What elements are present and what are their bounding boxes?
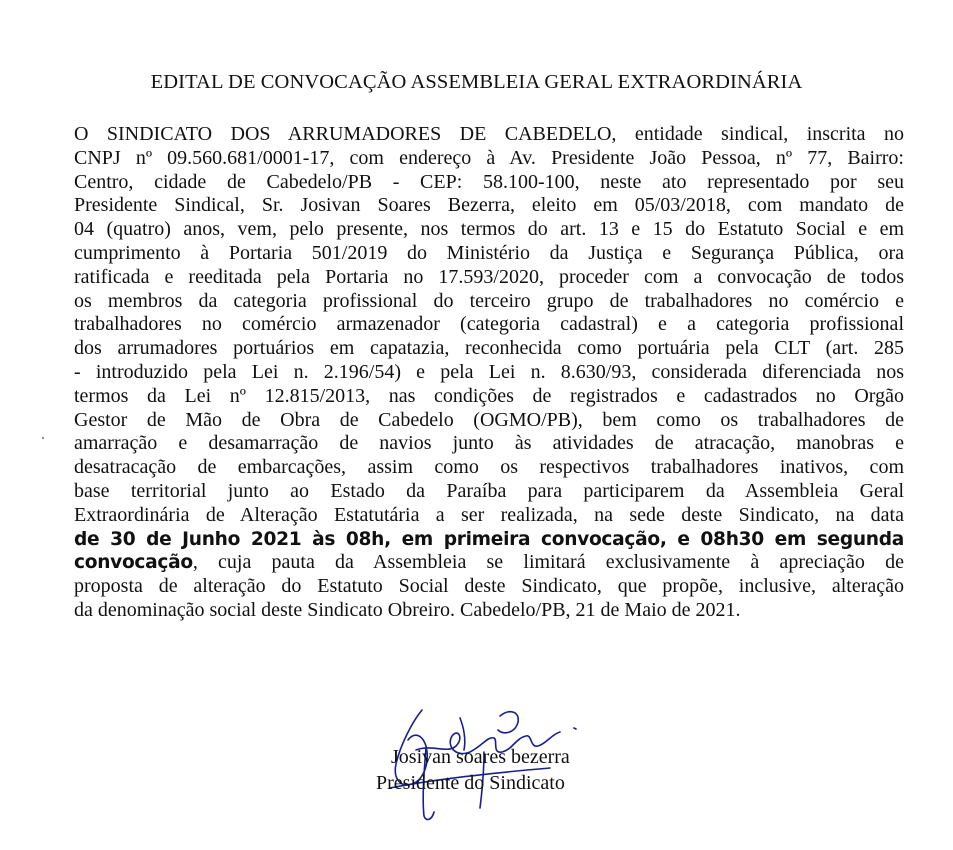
body-line-1: O SINDICATO DOS ARRUMADORES DE CABEDELO, entidade sindical, inscrita no [74, 123, 904, 145]
body-line-11: - introduzido pela Lei n. 2.196/54) e pela Lei n. 8.630/93, considerada diferenciada nos [74, 360, 904, 383]
body-line-8: os membros da categoria profissional do terceiro grupo de trabalhadores no comércio e [74, 289, 904, 312]
body-line-18 [74, 528, 904, 552]
body-line-6: cumprimento à Portaria 501/2019 do Ministério da Justiça e Segurança Pública, ora [74, 241, 904, 264]
agenda-text: , cuja pauta da Assembleia se limitará exclusivamente à apreciação de [192, 551, 904, 574]
body-line-9: trabalhadores no comércio armazenador (categoria cadastral) e a categoria profissional [74, 313, 904, 336]
body-line-4: Presidente Sindical, Sr. Josivan Soares Bezerra, eleito em 05/03/2018, com mandato de [74, 194, 904, 217]
body-line-5: 04 (quatro) anos, vem, pelo presente, nos termos do art. 13 e 15 do Estatuto Social e em [74, 218, 904, 241]
body-line-16: base territorial junto ao Estado da Paraíba para participarem da Assembleia Geral [74, 479, 904, 502]
body-line-3: Centro, cidade de Cabedelo/PB - CEP: 58.100-100, neste ato representado por seu [74, 170, 904, 193]
meeting-date-bold: 30 de Junho 2021 às 08h, em primeira convocação, e 08h30 em segunda [110, 528, 904, 550]
signatory-role: Presidente do Sindicato [376, 772, 565, 794]
body-line-17: Extraordinária de Alteração Estatutária a ser realizada, na sede deste Sindicato, na data [74, 503, 904, 526]
body-line-21: da denominação social deste Sindicato Obreiro. Cabedelo/PB, 21 de Maio de 2021. [74, 598, 741, 621]
document-title: EDITAL DE CONVOCAÇÃO ASSEMBLEIA GERAL EXTRAORDINÁRIA [150, 71, 803, 93]
scan-speck [42, 437, 44, 439]
convocation-bold: convocação [74, 552, 193, 574]
body-line-19 [74, 551, 904, 575]
body-line-14: amarração e desamarração de navios junto às atividades de atracação, manobras e [74, 432, 904, 455]
date-prefix: de [74, 528, 111, 550]
body-line-20: proposta de alteração do Estatuto Social deste Sindicato, que propõe, inclusive, alteração [74, 575, 904, 598]
document-body [74, 123, 904, 623]
body-line-10: dos arrumadores portuários em capatazia, reconhecida como portuária pela CLT (art. 285 [74, 337, 904, 360]
body-line-12: termos da Lei nº 12.815/2013, nas condições de registrados e cadastrados no Orgão [74, 384, 904, 407]
body-line-13: Gestor de Mão de Obra de Cabedelo (OGMO/PB), bem como os trabalhadores de [74, 408, 904, 431]
body-line-7: ratificada e reeditada pela Portaria no 17.593/2020, proceder com a convocação de todos [74, 265, 904, 288]
body-line-15: desatracação de embarcações, assim como os respectivos trabalhadores inativos, com [74, 456, 904, 479]
signatory-name: Josivan soares bezerra [391, 746, 570, 768]
body-line-2: CNPJ nº 09.560.681/0001-17, com endereço à Av. Presidente João Pessoa, nº 77, Bairro: [74, 146, 904, 169]
